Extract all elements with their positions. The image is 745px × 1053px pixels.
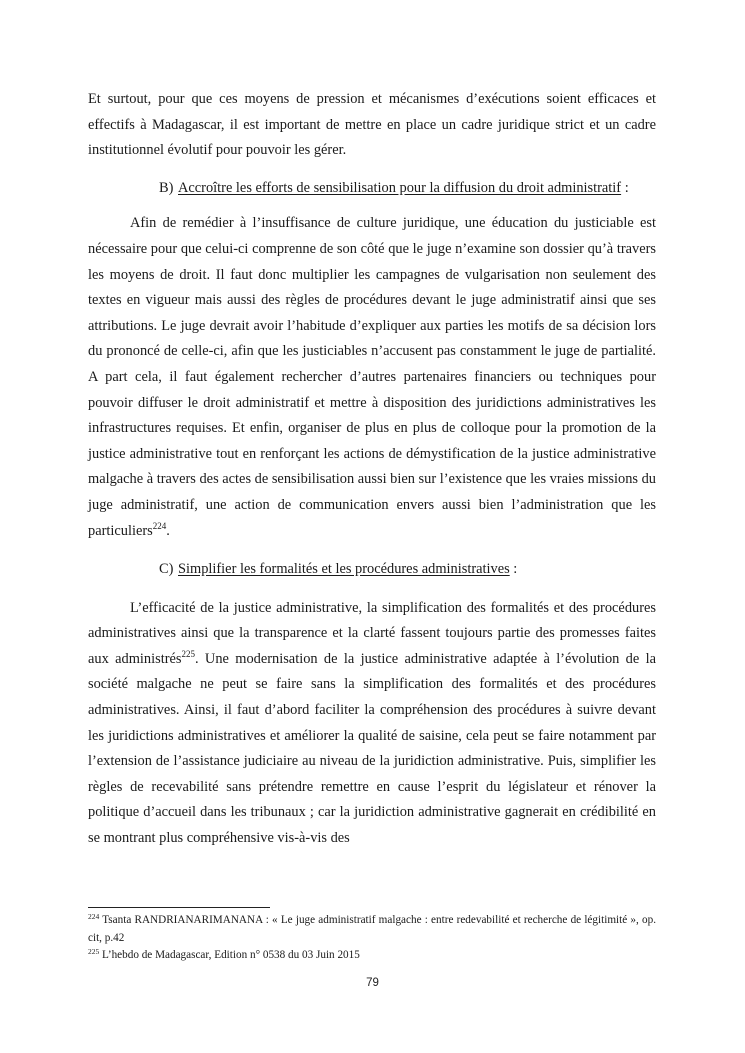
paragraph-sensibilisation-text: Afin de remédier à l’insuffisance de culture juridique, une éducation du justiciable est nécessaire pour que celui-ci comprenne de son côté que le juge n’examine son dossier qu’à travers les moyens de droit. Il faut donc multiplier les campagnes de vulgarisation non seulement des textes en vigueur mais aussi des règles de procédures devant le juge administratif ainsi que ses attributions. Le juge devrait avoir l’habitude d’expliquer aux parties les motifs de sa décision lors du prononcé de celle-ci, afin que les justiciables n’accusent pas constamment le juge de partialité. A part cela, il faut également rechercher d’autres partenaires financiers ou techniques pour pouvoir diffuser le droit administratif et mettre à disposition des juridictions administratives les infrastructures requises. Et enfin, organiser de plus en plus de colloque pour la promotion de la justice administrative tout en renforçant les actions de démystification de la justice administrative malgache à travers des actes de sensibilisation aussi bien sur l’existence que les vraies missions du juge administratif, une action de communication envers aussi bien l’administration que les particuliers — [88, 215, 656, 539]
section-heading-b-letter: B) — [159, 179, 174, 196]
section-heading-c-suffix: : — [509, 561, 518, 578]
paragraph-simplification-text-1: L’efficacité de la justice administrative, la simplification des formalités et des procédures administratives ainsi que la transparence et la clarté fassent toujours partie des promesses faites aux administrés — [88, 599, 656, 667]
spacer — [88, 544, 656, 557]
spacer — [88, 201, 656, 211]
footnote-text: Tsanta RANDRIANARIMANANA : « Le juge administratif malgache : entre redevabilité et recherche de légitimité », op. cit, p.42 — [88, 914, 656, 944]
section-heading-b-suffix: : — [621, 179, 629, 196]
body-text — [88, 87, 656, 852]
section-heading-c-title: Simplifier les formalités et les procédures administratives — [178, 561, 510, 578]
spacer — [88, 583, 656, 596]
paragraph-sensibilisation-end: . — [166, 522, 170, 539]
section-heading-b — [88, 176, 656, 202]
section-heading-b-title: Accroître les efforts de sensibilisation pour la diffusion du droit administratif — [178, 179, 622, 196]
footnote-text: L’hebdo de Madagascar, Edition n° 0538 du 03 Juin 2015 — [99, 949, 360, 961]
footnote-number: 225 — [88, 947, 100, 956]
paragraph-simplification — [88, 596, 656, 852]
paragraph-sensibilisation — [88, 211, 656, 544]
footnote-separator — [88, 907, 270, 908]
footnotes — [88, 912, 656, 965]
section-heading-c-letter: C) — [159, 561, 174, 578]
paragraph-conclusion: Et surtout, pour que ces moyens de pression et mécanismes d’exécutions soient efficaces et effectifs à Madagascar, il est important de mettre en place un cadre juridique strict et un cadre institutionnel évolutif pour pouvoir les gérer. — [88, 91, 656, 159]
section-heading-c — [88, 557, 656, 583]
footnote-ref-225[interactable]: 225 — [181, 648, 195, 659]
footnote-number: 224 — [88, 912, 100, 921]
footnote-ref-224[interactable]: 224 — [152, 520, 167, 531]
page-number: 79 — [366, 977, 379, 989]
footnote-225 — [88, 947, 656, 965]
spacer — [88, 164, 656, 176]
paragraph-simplification-text-2: . Une modernisation de la justice administrative adaptée à l’évolution de la société malgache ne peut se faire sans la simplification des formalités et des procédures administratives. Ainsi, il faut d’abord faciliter la compréhension des procédures à suivre devant les juridictions administratives et améliorer la qualité de saisine, cela peut se faire notamment par l’extension de l’assistance judiciaire au niveau de la juridiction administrative. Puis, simplifier les règles de recevabilité sans prétendre remettre en cause l’esprit du législateur et rénover la politique d’accueil dans les tribunaux ; car la juridiction administrative gagnerait en crédibilité en se montrant plus compréhensive vis-à-vis des — [88, 650, 656, 847]
footnote-224 — [88, 912, 656, 947]
